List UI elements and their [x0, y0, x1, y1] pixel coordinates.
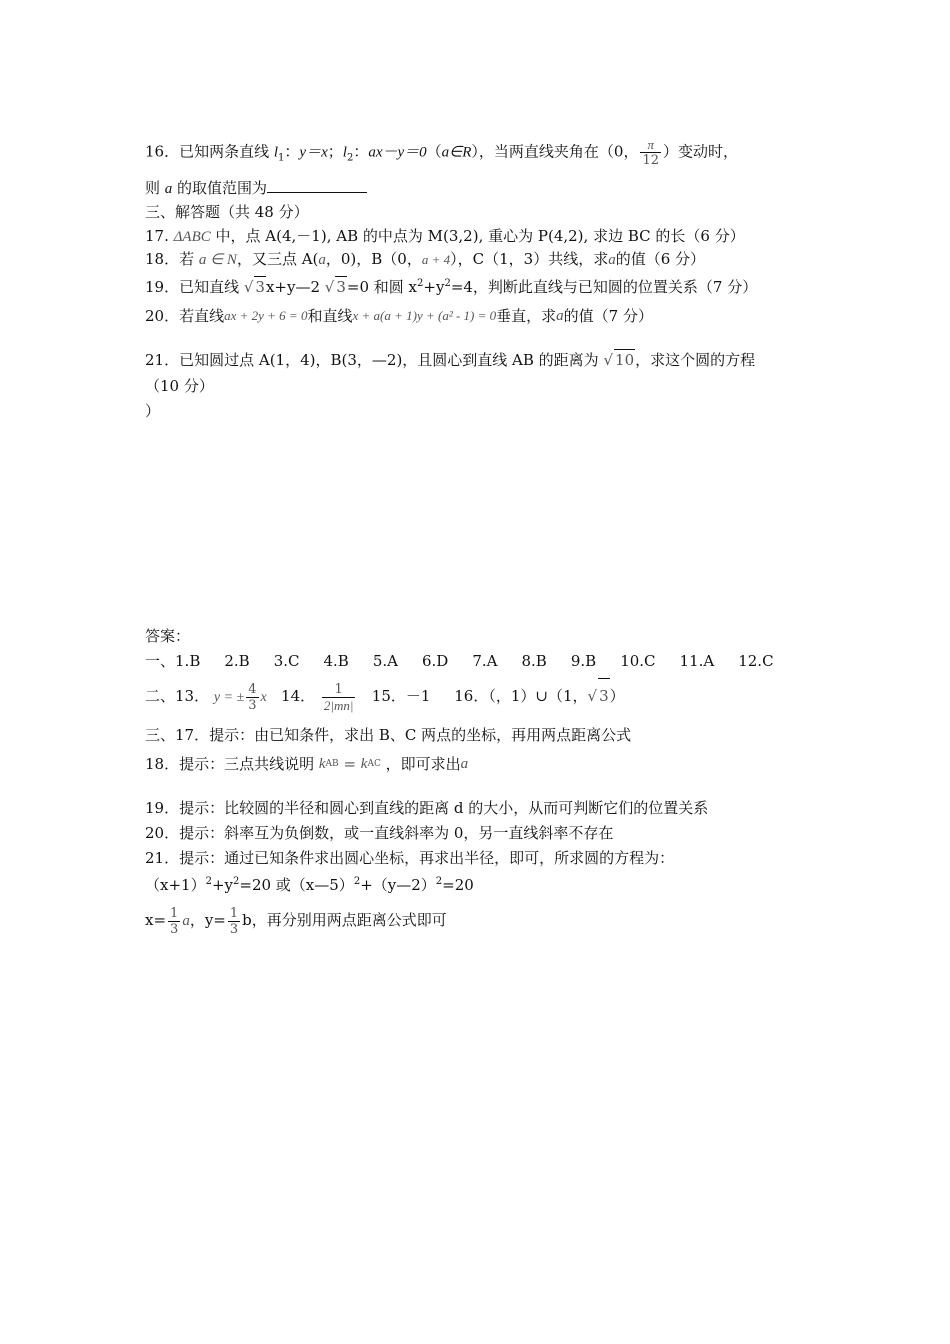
- slope-subscript: AC: [367, 759, 381, 769]
- eq-part: +（y—2）: [360, 876, 436, 894]
- superscript: 2: [205, 876, 212, 887]
- q18-var: a: [608, 252, 616, 268]
- q19-text: 19．已知直线: [145, 278, 244, 296]
- eq-part: +y: [211, 876, 233, 894]
- sqrt-symbol: [603, 351, 635, 369]
- answer-last-line: [145, 900, 447, 941]
- answer-18-text: 18．提示：三点共线说明: [145, 755, 315, 773]
- answer-choice-item: 3.C: [273, 652, 300, 670]
- question-21-line3: ）: [145, 402, 161, 420]
- q21-text: 21．已知圆过点 A(1，4)，B(3，—2)，且圆心到直线 AB 的距离为: [145, 351, 604, 369]
- one-third-fraction: [168, 906, 180, 937]
- slope-k: k: [360, 756, 368, 772]
- answer-14-label: 14．: [281, 687, 316, 705]
- q16-text: ：: [284, 142, 300, 161]
- sqrt-symbol: [244, 278, 266, 296]
- q20-text: 垂直，求: [496, 307, 557, 325]
- equals-sign: =: [338, 755, 361, 773]
- q21-text: ，求这个圆的方程: [635, 351, 756, 369]
- point-a: (4,－1): [276, 227, 327, 245]
- answer-16: ）: [609, 687, 625, 705]
- q20-var: a: [556, 308, 564, 324]
- x-label: x=: [145, 911, 167, 929]
- q16-text: ），当两直线夹角在（0，: [471, 142, 639, 161]
- fraction-denominator: 3: [229, 921, 239, 937]
- eq-part: =20 或（x—5）: [239, 876, 354, 894]
- answer-choice-item: 12.C: [738, 652, 774, 670]
- q20-text: 的值（7 分）: [563, 307, 653, 325]
- l2-subscript: 2: [346, 152, 354, 164]
- superscript: 2: [444, 278, 451, 289]
- question-18: [145, 249, 705, 270]
- answer-choice-item: 7.A: [472, 652, 498, 670]
- q16-condition: a∈R: [441, 144, 472, 161]
- fraction-denominator: 12: [642, 153, 659, 168]
- superscript: 2: [233, 876, 240, 887]
- fraction-denominator: 3: [170, 921, 179, 937]
- fraction-numerator: 1: [170, 905, 179, 921]
- answer-17: 三、17．提示：由已知条件，求出 B、C 两点的坐标，再用两点距离公式: [145, 726, 632, 744]
- answer-21: 21．提示：通过已知条件求出圆心坐标，再求出半径，即可，所求圆的方程为：: [145, 849, 675, 867]
- answer-20: 20．提示：斜率互为负倒数，或一直线斜率为 0，另一直线斜率不存在: [145, 824, 614, 842]
- answer-choice-item: 9.B: [570, 652, 597, 670]
- superscript: 2: [353, 876, 361, 887]
- q17-number: 17.: [145, 227, 174, 245]
- one-third-fraction: [228, 906, 240, 937]
- q20-text: 20．若直线: [145, 307, 225, 325]
- answers-part1: [145, 651, 798, 671]
- var-a: a: [182, 913, 190, 929]
- l1-symbol: l: [273, 144, 279, 161]
- slope-subscript: AB: [325, 759, 339, 769]
- question-19: [145, 274, 757, 297]
- sqrt-symbol: [325, 278, 347, 296]
- fraction-denominator: 3: [248, 697, 257, 713]
- q18-text: ，又三点 A(: [236, 250, 319, 268]
- q18-text: 的值（6 分）: [615, 250, 706, 268]
- q16-text: （: [426, 142, 442, 161]
- answer-13-fraction: [246, 682, 258, 713]
- answer-blank: [267, 178, 367, 193]
- answers-title: 答案：: [145, 627, 191, 645]
- q20-eq1: ax + 2y + 6 = 0: [224, 308, 308, 323]
- q16-text: 的取值范围为: [172, 179, 268, 197]
- q18-expr: a + 4: [421, 252, 451, 267]
- answer-choice-item: 4.B: [323, 652, 349, 670]
- q18-var: a: [318, 252, 326, 268]
- q19-text: =4，判断此直线与已知圆的位置关系（7 分）: [450, 278, 758, 296]
- answer-18-text: ，即可求出: [385, 755, 461, 773]
- q18-condition: a ∈ N: [198, 252, 237, 268]
- section-3-title: 三、解答题（共 48 分）: [145, 203, 309, 221]
- answer-choice-item: 10.C: [620, 652, 656, 670]
- q18-text: 18．若: [145, 250, 199, 268]
- point-m: (3,2): [443, 227, 479, 245]
- superscript: 2: [435, 876, 443, 887]
- q18-text: ），C（1，3）共线，求: [450, 250, 609, 268]
- q16-text: ；: [327, 142, 343, 161]
- superscript: 2: [417, 278, 424, 289]
- eq-part: =20: [442, 876, 474, 894]
- q16-text: 则: [145, 179, 165, 197]
- answer-choice-item: 5.A: [372, 652, 398, 670]
- sqrt-radicand: 3: [336, 278, 346, 296]
- answer-16: 16．（，1）∪（1，: [454, 687, 588, 705]
- question-21-line2: （10 分）: [145, 377, 214, 395]
- question-21-line1: [145, 349, 755, 370]
- answer-choice-item: 1.B: [175, 652, 201, 670]
- answer-13-eq: x: [260, 690, 267, 705]
- answer-choice-item: 11.A: [679, 652, 715, 670]
- fraction-numerator: 1: [322, 682, 356, 698]
- fraction-numerator: 4: [248, 681, 257, 697]
- question-17: [145, 226, 745, 247]
- answer-19: 19．提示：比较圆的半径和圆心到直线的距离 d 的大小，从而可判断它们的位置关系: [145, 799, 709, 817]
- q16-text: ）变动时，: [663, 142, 739, 161]
- question-20: [145, 302, 653, 330]
- answer-last-text: b，再分别用两点距离公式即可: [242, 911, 447, 929]
- eq-part: （x+1）: [145, 876, 206, 894]
- fraction-numerator: π: [640, 137, 661, 153]
- q17-text: , AB 的中点为 M: [326, 227, 443, 245]
- question-16-line2: [145, 178, 367, 199]
- triangle-symbol: ΔABC: [173, 229, 211, 245]
- q17-text: , 求边 BC 的长（6 分）: [583, 227, 745, 245]
- q19-text: x+y—2: [265, 278, 325, 296]
- q20-eq2: x + a(a + 1)y + (a² - 1) = 0: [352, 308, 497, 323]
- question-16-line1: [145, 137, 738, 169]
- answer-21-equation: [145, 872, 474, 895]
- pi-over-12-fraction: [640, 137, 661, 168]
- answers-part1-list: [175, 652, 798, 670]
- answer-choice-item: 6.D: [422, 652, 449, 670]
- fraction-denominator: 2|mn|: [323, 697, 354, 713]
- l2-symbol: l: [342, 144, 347, 161]
- sqrt-radicand: 3: [255, 278, 265, 296]
- slope-k: k: [318, 756, 326, 772]
- point-p: (4,2): [547, 227, 584, 245]
- answers-part2: [145, 678, 625, 715]
- q19-text: =0 和圆 x: [346, 278, 418, 296]
- answer-choice-item: 2.B: [224, 652, 250, 670]
- answer-14-fraction: [322, 682, 356, 713]
- answer-18: [145, 751, 468, 777]
- answers-part1-prefix: 一、: [145, 652, 176, 670]
- q16-eq1: y＝x: [299, 144, 328, 161]
- answer-15: 15．－1: [371, 687, 431, 705]
- sqrt-symbol: [588, 687, 610, 705]
- q16-text: 16．已知两条直线: [145, 142, 274, 161]
- q19-text: +y: [423, 278, 445, 296]
- sqrt-radicand: 10: [615, 351, 635, 369]
- answer-13-eq: y = ±: [213, 690, 245, 705]
- q16-var: a: [164, 181, 173, 197]
- y-label: ，y=: [189, 911, 226, 929]
- q16-text: ：: [353, 142, 369, 161]
- q16-eq2: ax－y＝0: [368, 144, 427, 161]
- answer-choice-item: 8.B: [521, 652, 547, 670]
- q17-text: 中，点 A: [210, 227, 277, 245]
- sqrt-radicand: 3: [598, 678, 610, 713]
- q18-text: ，0)，B（0，: [325, 250, 422, 268]
- l1-subscript: 1: [278, 152, 285, 164]
- answer-13-label: 二、13．: [145, 687, 210, 705]
- answer-18-var: a: [460, 756, 469, 772]
- fraction-numerator: 1: [229, 905, 239, 921]
- q20-text: 和直线: [307, 307, 353, 325]
- q17-text: , 重心为 P: [478, 227, 548, 245]
